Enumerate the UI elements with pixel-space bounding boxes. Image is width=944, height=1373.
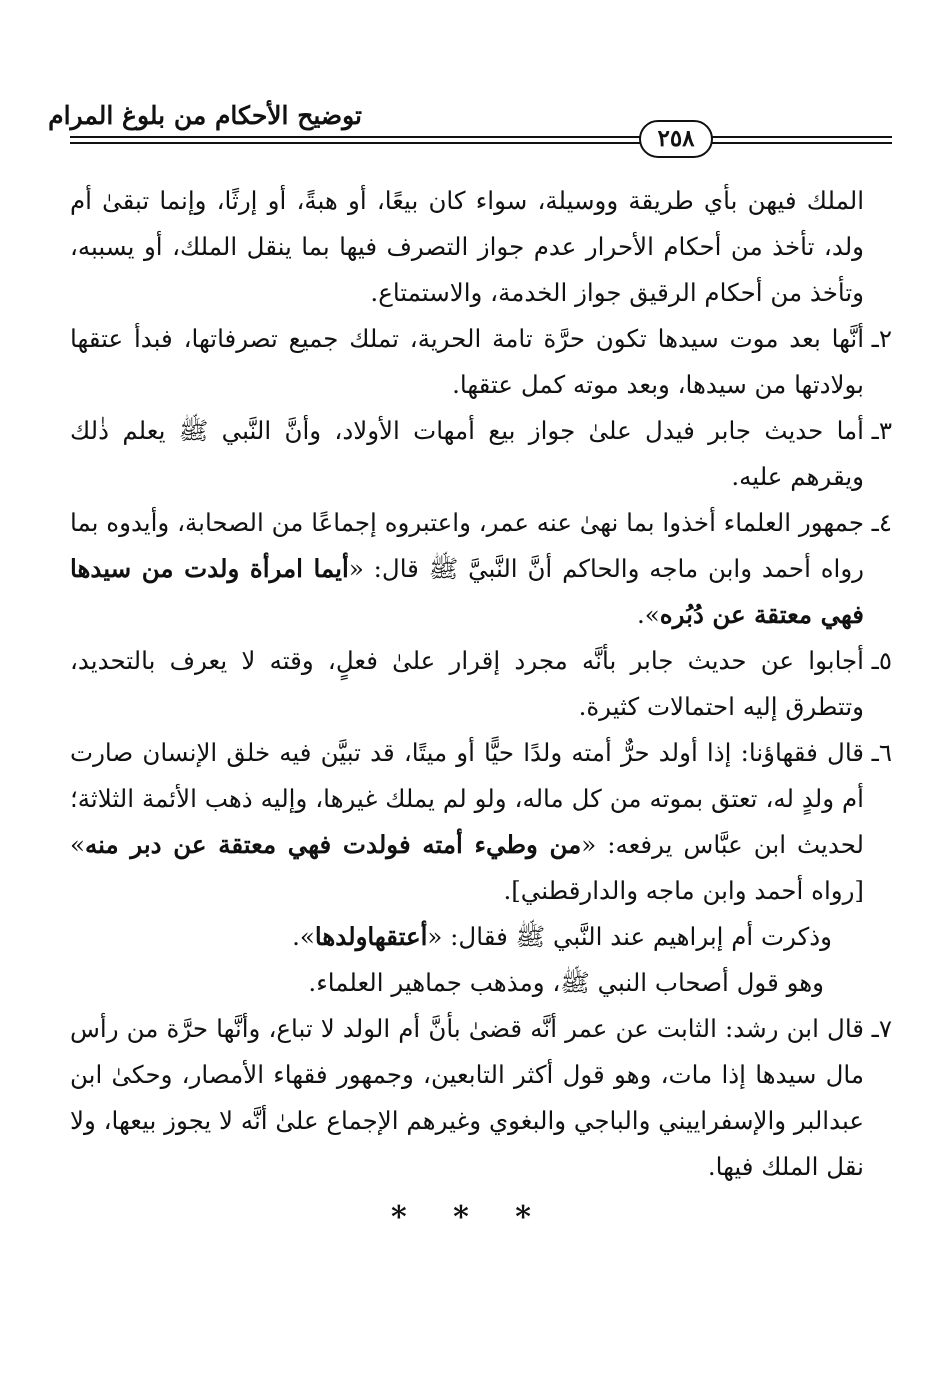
- page-body: [70, 178, 892, 1190]
- point-4-number: ٤ـ: [871, 508, 892, 537]
- point-7-number: ٧ـ: [871, 1014, 892, 1043]
- intro-paragraph: الملك فيهن بأي طريقة ووسيلة، سواء كان بيعًا، أو هبةً، أو إرثًا، وإنما تبقىٰ أم ولد، تأخذ من أحكام الأحرار عدم جواز التصرف فيها بما ينقل الملك، أو يسببه، وتأخذ من أحكام الرقيق جواز الخدمة، والاستمتاع.: [70, 186, 864, 307]
- point-6-number: ٦ـ: [871, 738, 892, 767]
- point-7-text: قال ابن رشد: الثابت عن عمر أنَّه قضىٰ بأنَّ أم الولد لا تباع، وأنَّها حرَّة من رأس مال سيدها إذا مات، وهو قول أكثر التابعين، وجمهور فقهاء الأمصار، وحكىٰ ابن عبدالبر والإسفراييني والباجي والبغوي وغيرهم الإجماع علىٰ أنَّه لا يجوز بيعها، ولا نقل الملك فيها.: [70, 1014, 864, 1181]
- section-separator-stars: * * *: [391, 1200, 549, 1235]
- point-6-hadith: من وطيء أمته فولدت فهي معتقة عن دبر منه: [85, 830, 582, 859]
- header-rule-left-2: [70, 142, 640, 144]
- point-3-text: أما حديث جابر فيدل علىٰ جواز بيع أمهات الأولاد، وأنَّ النَّبي ﷺ يعلم ذٰلك ويقرهم عليه.: [70, 416, 864, 491]
- point-7: [70, 1006, 892, 1190]
- point-4-text-end: ».: [636, 600, 660, 629]
- point-5-number: ٥ـ: [871, 646, 892, 675]
- point-5-text: أجابوا عن حديث جابر بأنَّه مجرد إقرار علىٰ فعلٍ، وقته لا يعرف بالتحديد، وتتطرق إليه احتمالات كثيرة.: [70, 646, 864, 721]
- point-6-c1-text: وذكرت أم إبراهيم عند النَّبي ﷺ فقال: «: [427, 922, 832, 951]
- header-rule-right: [712, 136, 892, 138]
- point-2-number: ٢ـ: [871, 324, 892, 353]
- header-rule-left: [70, 136, 640, 138]
- running-header-title: توضيح الأحكام من بلوغ المرام: [48, 101, 362, 130]
- point-2: [70, 316, 892, 408]
- point-4: [70, 500, 892, 638]
- point-2-text: أنَّها بعد موت سيدها تكون حرَّة تامة الحرية، تملك جميع تصرفاتها، فبدأ عتقها بولادتها من سيدها، وبعد موته كمل عتقها.: [70, 324, 864, 399]
- header-rule-right-2: [712, 142, 892, 144]
- page-number: ٢٥٨: [639, 120, 713, 158]
- point-3: [70, 408, 892, 500]
- point-6: [70, 730, 892, 914]
- point-3-number: ٣ـ: [871, 416, 892, 445]
- point-6-c-hadith: أعتقهاولدها: [314, 922, 428, 951]
- point-6-text: قال فقهاؤنا: إذا أولد حرٌّ أمته ولدًا حيًّا أو ميتًا، قد تبيَّن فيه خلق الإنسان صارت أم ولدٍ له، تعتق بموته من كل ماله، ولو لم يملك غيرها، وإليه ذهب الأئمة الثلاثة؛ لحديث ابن عبَّاس يرفعه: «: [70, 738, 864, 859]
- point-6-text-end: » [رواه أحمد وابن ماجه والدارقطني].: [70, 830, 864, 905]
- point-5: [70, 638, 892, 730]
- point-6-continuation-2: وهو قول أصحاب النبي ﷺ، ومذهب جماهير العلماء.: [308, 968, 824, 997]
- point-4-text: جمهور العلماء أخذوا بما نهىٰ عنه عمر، واعتبروه إجماعًا من الصحابة، وأيدوه بما رواه أحمد وابن ماجه والحاكم أنَّ النَّبيَّ ﷺ قال: «: [70, 508, 865, 583]
- point-4-hadith: أيما امرأة ولدت من سيدها فهي معتقة عن دُبُره: [70, 554, 864, 629]
- point-6-continuation-1: [70, 914, 892, 960]
- point-6-c2-text: ».: [292, 922, 315, 951]
